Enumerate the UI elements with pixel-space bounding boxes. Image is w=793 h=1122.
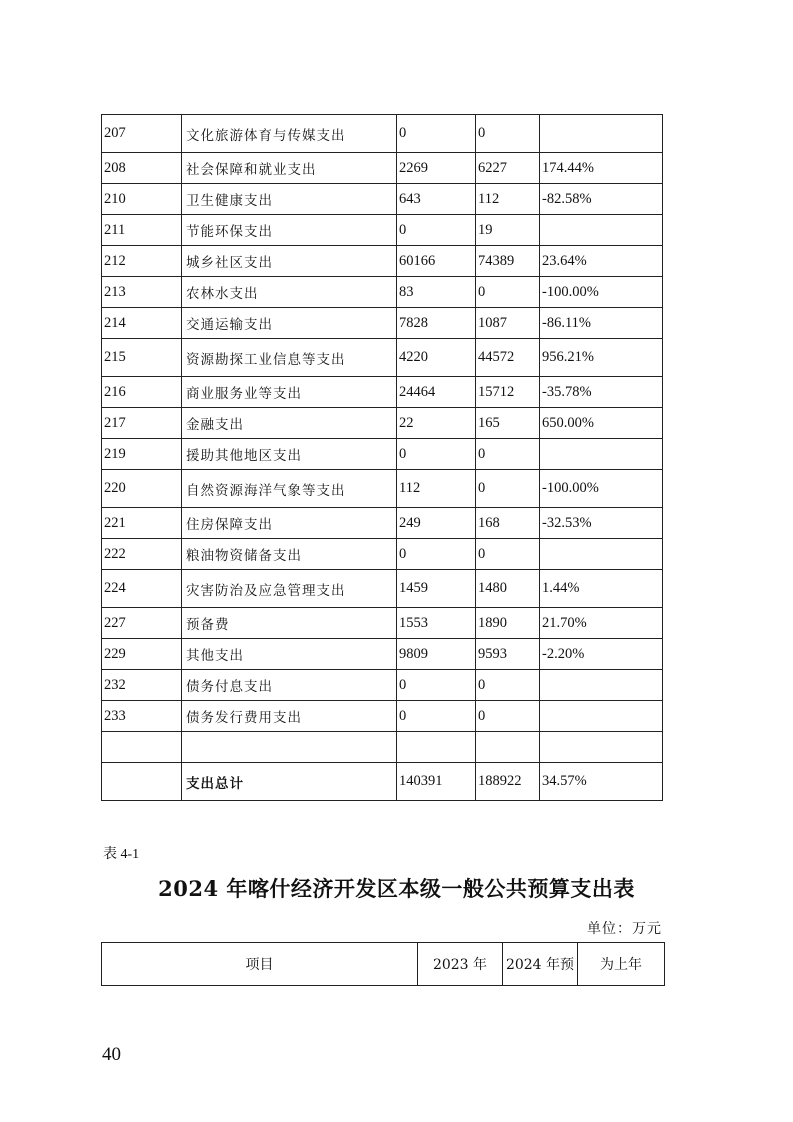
table-row <box>102 639 663 670</box>
amount-2023-cell: 22 <box>397 408 476 439</box>
table-row <box>102 570 663 608</box>
amount-2024-cell: 112 <box>476 184 540 215</box>
amount-2024-cell: 0 <box>476 439 540 470</box>
amount-2024-cell: 0 <box>476 277 540 308</box>
amount-2024-cell: 6227 <box>476 153 540 184</box>
table-caption: 表 4-1 <box>103 847 140 862</box>
change-cell <box>540 115 663 153</box>
code-cell: 220 <box>102 470 182 508</box>
name-cell: 文化旅游体育与传媒支出 <box>182 115 397 153</box>
change-cell: -32.53% <box>540 508 663 539</box>
name-cell: 资源勘探工业信息等支出 <box>182 339 397 377</box>
amount-2023-cell: 9809 <box>397 639 476 670</box>
header-2024: 2024 年预 <box>503 943 578 986</box>
header-2023: 2023 年 <box>418 943 503 986</box>
code-cell: 227 <box>102 608 182 639</box>
amount-2023-cell: 0 <box>397 670 476 701</box>
table-row <box>102 184 663 215</box>
code-cell: 222 <box>102 539 182 570</box>
table-row <box>102 508 663 539</box>
amount-2023-cell <box>397 732 476 763</box>
amount-2024-cell: 1087 <box>476 308 540 339</box>
change-cell: -86.11% <box>540 308 663 339</box>
header-item: 项目 <box>102 943 418 986</box>
amount-2023-cell: 60166 <box>397 246 476 277</box>
table-row <box>102 339 663 377</box>
header-change: 为上年 <box>578 943 665 986</box>
amount-2024-cell: 44572 <box>476 339 540 377</box>
table-row <box>102 215 663 246</box>
amount-2024-cell: 0 <box>476 115 540 153</box>
code-cell: 216 <box>102 377 182 408</box>
change-cell: -35.78% <box>540 377 663 408</box>
amount-2023-cell: 112 <box>397 470 476 508</box>
amount-2023-cell: 0 <box>397 115 476 153</box>
amount-2024-cell: 1480 <box>476 570 540 608</box>
code-cell: 229 <box>102 639 182 670</box>
amount-2024-cell: 74389 <box>476 246 540 277</box>
table-row <box>102 115 663 153</box>
change-cell <box>540 732 663 763</box>
change-cell: 34.57% <box>540 763 663 801</box>
amount-2024-cell: 188922 <box>476 763 540 801</box>
amount-2023-cell: 140391 <box>397 763 476 801</box>
name-cell: 城乡社区支出 <box>182 246 397 277</box>
change-cell: -100.00% <box>540 470 663 508</box>
name-cell: 社会保障和就业支出 <box>182 153 397 184</box>
code-cell: 213 <box>102 277 182 308</box>
table-row <box>102 277 663 308</box>
name-cell: 卫生健康支出 <box>182 184 397 215</box>
name-cell <box>182 732 397 763</box>
change-cell: 23.64% <box>540 246 663 277</box>
name-cell: 预备费 <box>182 608 397 639</box>
table-row <box>102 246 663 277</box>
code-cell <box>102 732 182 763</box>
amount-2023-cell: 0 <box>397 215 476 246</box>
table-row <box>102 439 663 470</box>
name-cell: 其他支出 <box>182 639 397 670</box>
name-cell: 灾害防治及应急管理支出 <box>182 570 397 608</box>
amount-2023-cell: 643 <box>397 184 476 215</box>
amount-2023-cell: 4220 <box>397 339 476 377</box>
amount-2024-cell <box>476 732 540 763</box>
name-cell: 交通运输支出 <box>182 308 397 339</box>
change-cell: 956.21% <box>540 339 663 377</box>
unit-label: 单位：万元 <box>587 921 662 937</box>
page-number: 40 <box>102 1044 121 1065</box>
amount-2023-cell: 7828 <box>397 308 476 339</box>
change-cell <box>540 670 663 701</box>
amount-2023-cell: 0 <box>397 539 476 570</box>
code-cell: 210 <box>102 184 182 215</box>
header-row <box>102 943 665 986</box>
code-cell: 208 <box>102 153 182 184</box>
change-cell: 21.70% <box>540 608 663 639</box>
amount-2024-cell: 168 <box>476 508 540 539</box>
table-row <box>102 377 663 408</box>
name-cell: 住房保障支出 <box>182 508 397 539</box>
table-row <box>102 408 663 439</box>
amount-2024-cell: 0 <box>476 539 540 570</box>
amount-2023-cell: 1459 <box>397 570 476 608</box>
amount-2024-cell: 9593 <box>476 639 540 670</box>
page-title: 2024 年喀什经济开发区本级一般公共预算支出表 <box>158 876 635 901</box>
amount-2024-cell: 15712 <box>476 377 540 408</box>
amount-2023-cell: 249 <box>397 508 476 539</box>
name-cell: 商业服务业等支出 <box>182 377 397 408</box>
table-row <box>102 308 663 339</box>
amount-2024-cell: 1890 <box>476 608 540 639</box>
change-cell <box>540 701 663 732</box>
next-table-header <box>101 942 665 986</box>
name-cell: 支出总计 <box>182 763 397 801</box>
change-cell <box>540 215 663 246</box>
change-cell: 650.00% <box>540 408 663 439</box>
amount-2024-cell: 0 <box>476 670 540 701</box>
change-cell <box>540 539 663 570</box>
change-cell: -100.00% <box>540 277 663 308</box>
table-row <box>102 153 663 184</box>
amount-2023-cell: 24464 <box>397 377 476 408</box>
amount-2023-cell: 1553 <box>397 608 476 639</box>
amount-2024-cell: 165 <box>476 408 540 439</box>
code-cell: 212 <box>102 246 182 277</box>
amount-2024-cell: 19 <box>476 215 540 246</box>
amount-2023-cell: 0 <box>397 439 476 470</box>
change-cell: -82.58% <box>540 184 663 215</box>
code-cell: 233 <box>102 701 182 732</box>
table-row <box>102 608 663 639</box>
table-row <box>102 470 663 508</box>
name-cell: 农林水支出 <box>182 277 397 308</box>
amount-2024-cell: 0 <box>476 470 540 508</box>
code-cell: 221 <box>102 508 182 539</box>
name-cell: 粮油物资储备支出 <box>182 539 397 570</box>
code-cell: 211 <box>102 215 182 246</box>
name-cell: 债务付息支出 <box>182 670 397 701</box>
expenditure-table <box>101 114 663 801</box>
code-cell: 232 <box>102 670 182 701</box>
amount-2023-cell: 2269 <box>397 153 476 184</box>
table-row <box>102 670 663 701</box>
code-cell: 207 <box>102 115 182 153</box>
name-cell: 债务发行费用支出 <box>182 701 397 732</box>
amount-2024-cell: 0 <box>476 701 540 732</box>
amount-2023-cell: 83 <box>397 277 476 308</box>
change-cell: 174.44% <box>540 153 663 184</box>
code-cell: 224 <box>102 570 182 608</box>
name-cell: 援助其他地区支出 <box>182 439 397 470</box>
code-cell: 219 <box>102 439 182 470</box>
code-cell <box>102 763 182 801</box>
code-cell: 215 <box>102 339 182 377</box>
name-cell: 金融支出 <box>182 408 397 439</box>
change-cell: -2.20% <box>540 639 663 670</box>
table-row <box>102 539 663 570</box>
change-cell: 1.44% <box>540 570 663 608</box>
total-row <box>102 763 663 801</box>
expenditure-table-body <box>102 115 663 801</box>
change-cell <box>540 439 663 470</box>
name-cell: 节能环保支出 <box>182 215 397 246</box>
code-cell: 214 <box>102 308 182 339</box>
amount-2023-cell: 0 <box>397 701 476 732</box>
name-cell: 自然资源海洋气象等支出 <box>182 470 397 508</box>
table-row <box>102 732 663 763</box>
table-row <box>102 701 663 732</box>
code-cell: 217 <box>102 408 182 439</box>
